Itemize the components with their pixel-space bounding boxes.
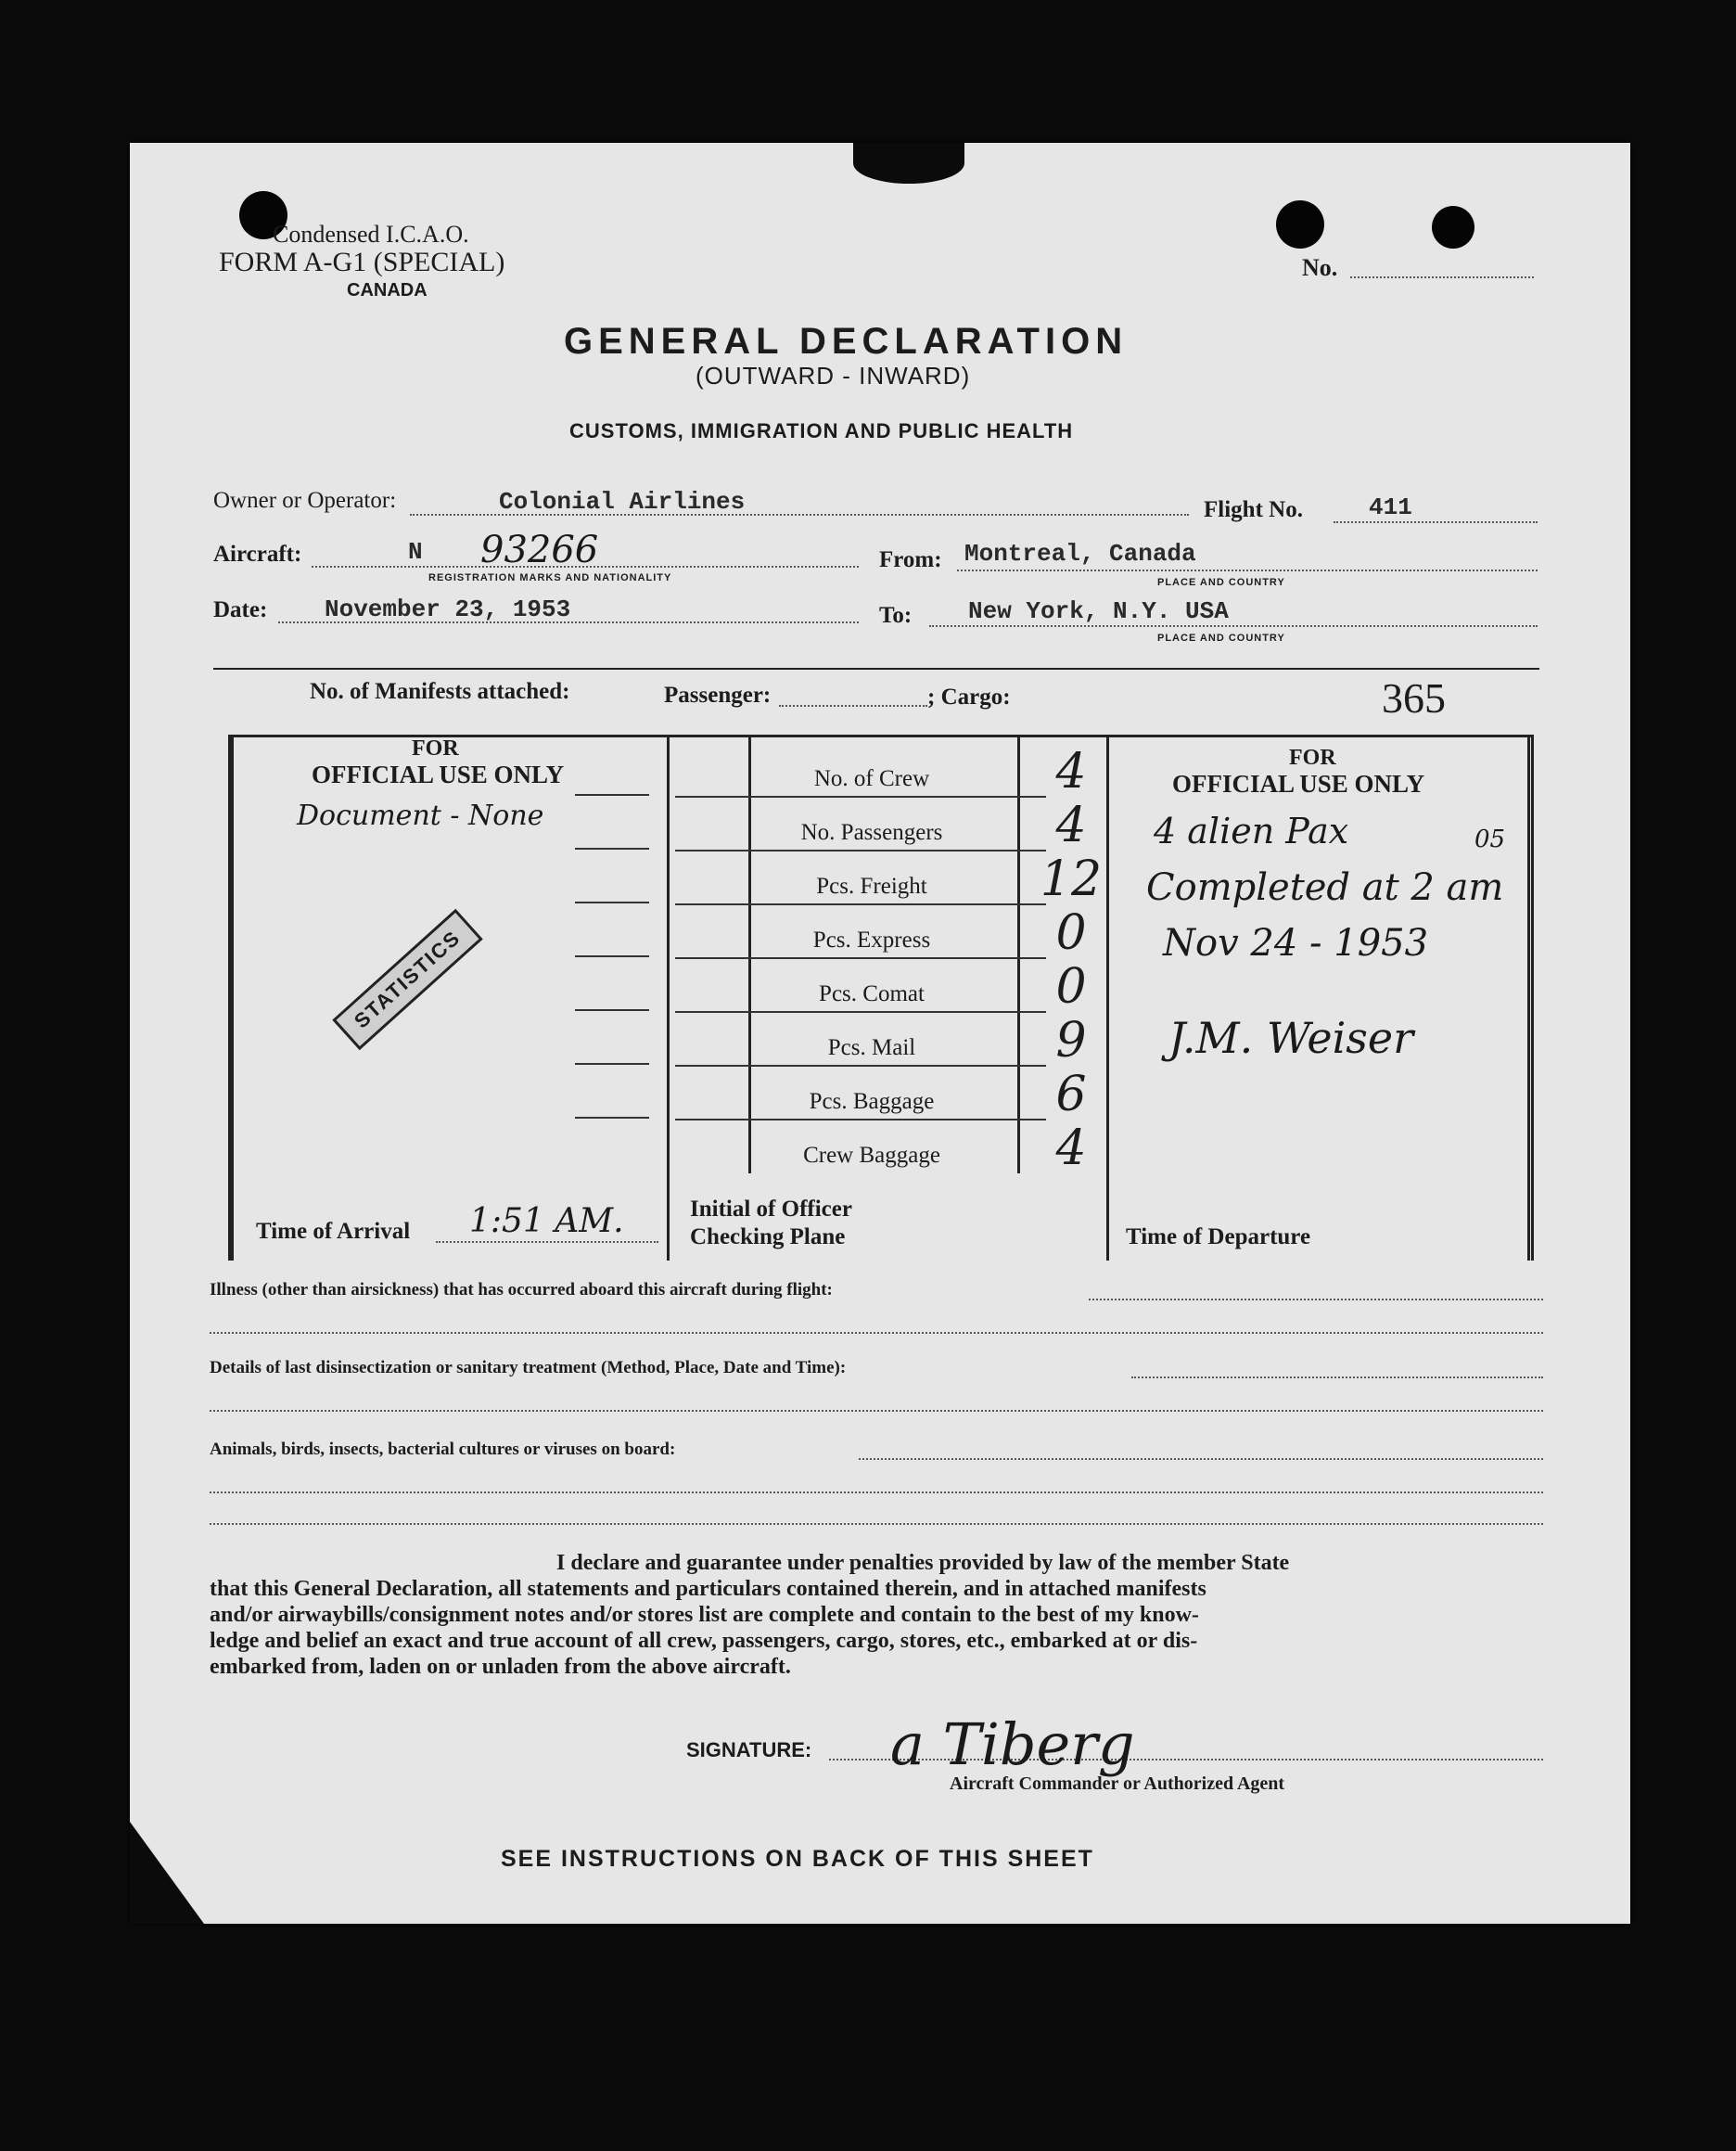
- row-value: 0: [1055, 905, 1087, 961]
- row-line: [675, 957, 1046, 959]
- row-line: [575, 902, 649, 903]
- arrival-field: [436, 1241, 658, 1243]
- declaration-line: ledge and belief an exact and true account of all crew, passengers, cargo, stores, etc., embarked at or dis-: [210, 1629, 1198, 1653]
- passenger-label: Passenger:: [664, 683, 772, 708]
- to-caption: PLACE AND COUNTRY: [1157, 633, 1285, 644]
- cargo-label: ; Cargo:: [927, 685, 1011, 710]
- to-value: New York, N.Y. USA: [968, 597, 1229, 625]
- flight-field: [1334, 521, 1538, 523]
- row-label: Crew Baggage: [803, 1143, 940, 1168]
- officer-signature: J.M. Weiser: [1168, 1013, 1414, 1063]
- disinsection-answer-line: [1131, 1376, 1543, 1378]
- flight-label: Flight No.: [1204, 497, 1303, 522]
- row-line: [575, 848, 649, 850]
- illness-question: Illness (other than airsickness) that has occurred aboard this aircraft during flight:: [210, 1280, 833, 1300]
- punch-hole: [1276, 200, 1324, 249]
- left-official-heading-2: OFFICIAL USE ONLY: [312, 761, 565, 788]
- form-country: CANADA: [347, 280, 428, 301]
- initial-label-2: Checking Plane: [690, 1224, 846, 1249]
- right-official-note: 4 alien Pax: [1154, 811, 1349, 851]
- signature-label: SIGNATURE:: [686, 1738, 812, 1761]
- right-official-note: Nov 24 - 1953: [1163, 922, 1429, 965]
- punch-hole: [853, 143, 964, 184]
- row-line: [575, 1009, 649, 1011]
- left-official-heading: FOR: [412, 736, 459, 761]
- from-field: [957, 570, 1538, 571]
- row-line: [675, 1119, 1046, 1120]
- row-label: Pcs. Baggage: [809, 1089, 935, 1114]
- aircraft-caption: REGISTRATION MARKS AND NATIONALITY: [428, 572, 672, 583]
- row-line: [675, 850, 1046, 851]
- animals-question: Animals, birds, insects, bacterial cultures or viruses on board:: [210, 1440, 676, 1459]
- arrival-value: 1:51 AM.: [469, 1202, 624, 1240]
- row-value: 4: [1055, 744, 1087, 800]
- right-official-note-sup: 05: [1474, 826, 1506, 853]
- column-divider: [667, 737, 670, 1261]
- manifests-label: No. of Manifests attached:: [310, 679, 570, 704]
- aircraft-registration: 93266: [480, 529, 599, 571]
- page-subtitle: (OUTWARD - INWARD): [696, 362, 971, 390]
- from-caption: PLACE AND COUNTRY: [1157, 577, 1285, 588]
- folded-corner: [130, 1822, 204, 1924]
- row-line: [575, 794, 649, 796]
- page-title: GENERAL DECLARATION: [564, 321, 1129, 362]
- to-label: To:: [879, 603, 913, 628]
- aircraft-prefix: N: [408, 538, 423, 566]
- row-line: [675, 903, 1046, 905]
- animals-answer-line: [210, 1523, 1543, 1525]
- signature-caption: Aircraft Commander or Authorized Agent: [950, 1773, 1285, 1794]
- arrival-label: Time of Arrival: [256, 1219, 411, 1244]
- form-number: FORM A-G1 (SPECIAL): [219, 247, 505, 277]
- date-value: November 23, 1953: [325, 595, 571, 623]
- flight-value: 411: [1369, 493, 1412, 521]
- row-label: Pcs. Comat: [819, 981, 925, 1006]
- row-value: 9: [1055, 1013, 1087, 1069]
- row-label: Pcs. Express: [812, 928, 931, 953]
- right-official-heading: FOR: [1289, 746, 1336, 770]
- illness-answer-line: [210, 1332, 1543, 1334]
- column-divider: [231, 737, 234, 1261]
- from-label: From:: [879, 547, 942, 572]
- left-official-note: Document - None: [297, 800, 544, 832]
- row-line: [675, 796, 1046, 798]
- declaration-line: that this General Declaration, all statements and particulars contained therein, and in attached manifests: [210, 1577, 1206, 1601]
- row-value: 4: [1055, 798, 1087, 853]
- row-label: Pcs. Mail: [827, 1035, 916, 1060]
- disinsection-answer-line: [210, 1410, 1543, 1412]
- departure-label: Time of Departure: [1126, 1224, 1311, 1249]
- statistics-stamp: STATISTICS: [332, 909, 483, 1051]
- row-value: 0: [1055, 959, 1087, 1015]
- row-line: [575, 1063, 649, 1065]
- declaration-sheet: [130, 143, 1630, 1924]
- disinsection-question: Details of last disinsectization or sanitary treatment (Method, Place, Date and Time):: [210, 1358, 847, 1377]
- form-condensed: Condensed I.C.A.O.: [273, 221, 469, 248]
- row-line: [575, 955, 649, 957]
- declaration-line: embarked from, laden on or unladen from the above aircraft.: [210, 1655, 791, 1679]
- divider: [213, 668, 1539, 670]
- animals-answer-line: [859, 1458, 1543, 1460]
- column-divider: [1106, 737, 1109, 1261]
- row-value: 12: [1040, 851, 1103, 907]
- row-value: 4: [1055, 1120, 1087, 1176]
- number-stamp: 365: [1382, 674, 1446, 722]
- form-no-field: [1350, 276, 1534, 278]
- form-no-label: No.: [1302, 254, 1338, 281]
- department-heading: CUSTOMS, IMMIGRATION AND PUBLIC HEALTH: [569, 419, 1074, 442]
- right-official-heading-2: OFFICIAL USE ONLY: [1172, 770, 1425, 798]
- date-label: Date:: [213, 597, 268, 622]
- punch-hole: [1432, 206, 1474, 249]
- initial-label: Initial of Officer: [690, 1197, 852, 1222]
- declaration-line: I declare and guarantee under penalties provided by law of the member State: [556, 1551, 1290, 1575]
- column-divider: [1527, 737, 1530, 1261]
- from-value: Montreal, Canada: [964, 540, 1196, 568]
- owner-value: Colonial Airlines: [499, 488, 746, 516]
- declaration-line: and/or airwaybills/consignment notes and/or stores list are complete and contain to the best of my know-: [210, 1603, 1199, 1627]
- row-line: [575, 1117, 649, 1119]
- row-label: No. of Crew: [813, 766, 930, 791]
- footer-instructions: SEE INSTRUCTIONS ON BACK OF THIS SHEET: [501, 1846, 1094, 1872]
- aircraft-label: Aircraft:: [213, 542, 302, 567]
- row-label: No. Passengers: [800, 820, 943, 845]
- to-field: [929, 625, 1538, 627]
- row-line: [675, 1011, 1046, 1013]
- row-value: 6: [1055, 1067, 1087, 1122]
- right-official-note: Completed at 2 am: [1146, 866, 1504, 909]
- commander-signature: a Tiberg: [890, 1710, 1135, 1778]
- animals-answer-line: [210, 1492, 1543, 1493]
- owner-label: Owner or Operator:: [213, 488, 397, 513]
- row-line: [675, 1065, 1046, 1067]
- row-label: Pcs. Freight: [816, 874, 927, 899]
- illness-answer-line: [1089, 1299, 1543, 1300]
- passenger-field: [779, 705, 927, 707]
